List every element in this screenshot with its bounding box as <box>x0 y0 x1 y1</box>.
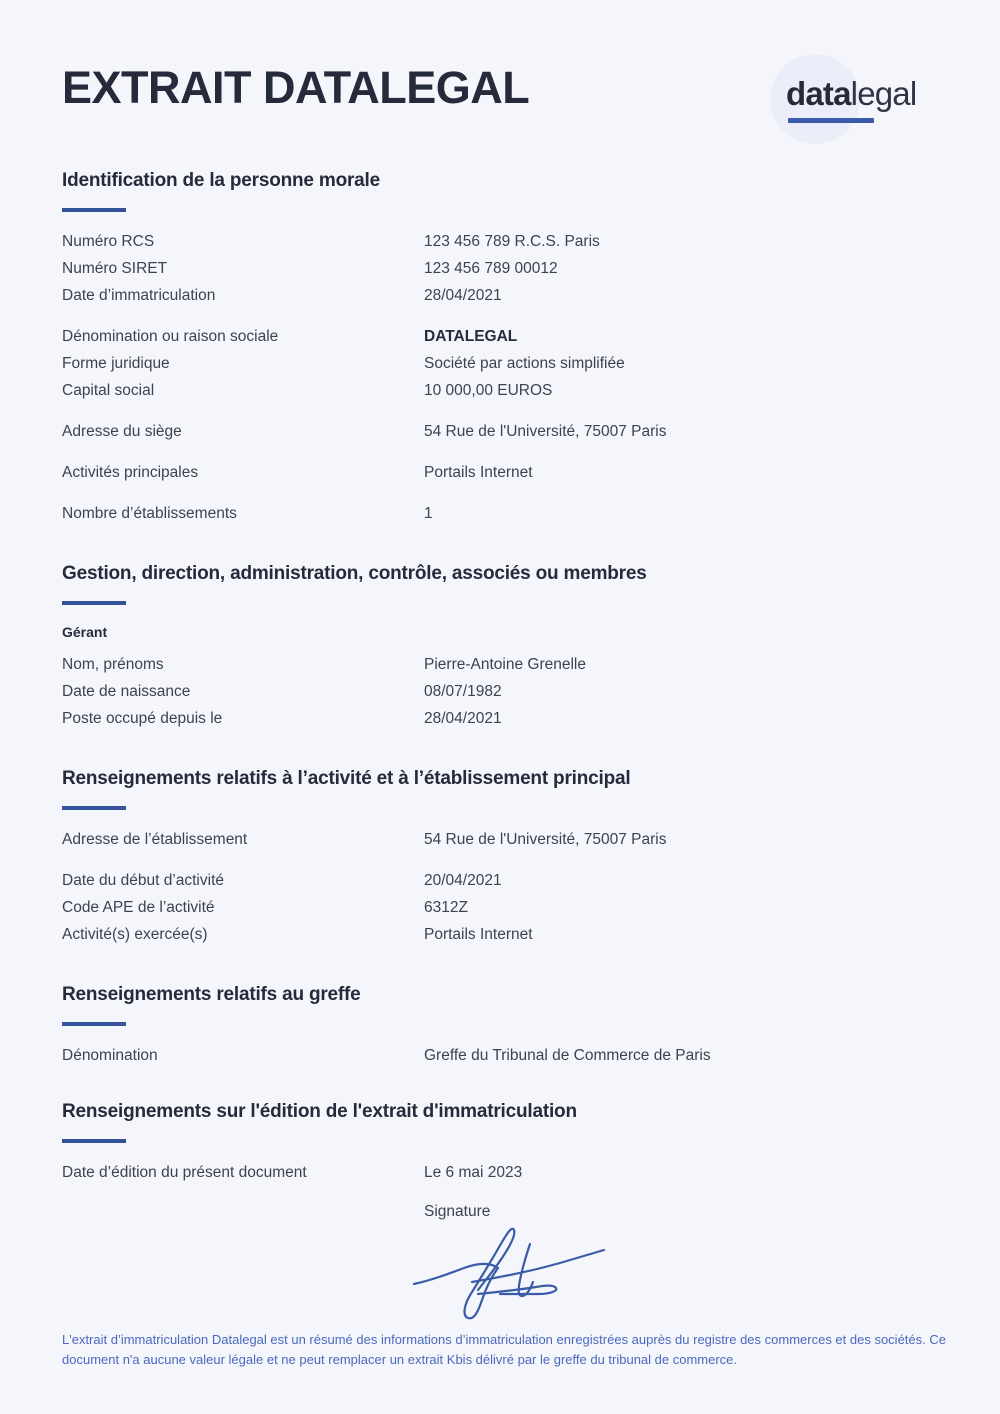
edition-rows <box>62 1159 938 1186</box>
activite-rows <box>62 826 938 948</box>
row-value: Greffe du Tribunal de Commerce de Paris <box>424 1047 711 1064</box>
table-row <box>62 651 938 678</box>
section-identification <box>62 168 938 527</box>
gestion-rows <box>62 651 938 732</box>
row-label: Activités principales <box>62 464 199 481</box>
section-gestion <box>62 561 938 732</box>
row-label: Code APE de l’activité <box>62 899 215 916</box>
table-row <box>62 894 938 921</box>
row-value: 28/04/2021 <box>424 287 502 304</box>
row-label: Numéro RCS <box>62 233 155 250</box>
subsection-title-gerant: Gérant <box>62 624 108 640</box>
row-value: Portails Internet <box>424 926 533 943</box>
section-divider <box>62 806 126 810</box>
row-label: Dénomination <box>62 1047 158 1064</box>
row-value: 54 Rue de l'Université, 75007 Paris <box>424 423 667 440</box>
table-row <box>62 1159 938 1186</box>
row-label: Dénomination ou raison sociale <box>62 328 279 345</box>
logo-wordmark-legal: legal <box>850 75 917 112</box>
table-row <box>62 350 938 377</box>
table-row <box>62 921 938 948</box>
table-row <box>62 1042 938 1069</box>
footer-disclaimer-text: L'extrait d’immatriculation Datalegal est un résumé des informations d’immatriculation enregistrées auprès du registre des commerces et des sociétés. Ce document n'a aucune valeur légale et ne peut remplacer un extrait Kbis délivré par le greffe du tribunal de commerce. <box>62 1332 946 1367</box>
section-activite <box>62 766 938 948</box>
section-title-greffe: Renseignements relatifs au greffe <box>62 984 361 1005</box>
page-title: EXTRAIT DATALEGAL <box>62 62 530 113</box>
row-value: 6312Z <box>424 899 468 916</box>
row-value: 54 Rue de l'Université, 75007 Paris <box>424 831 667 848</box>
row-value: 08/07/1982 <box>424 683 502 700</box>
row-label: Adresse du siège <box>62 423 182 440</box>
row-value: 10 000,00 EUROS <box>424 382 553 399</box>
table-row <box>62 867 938 894</box>
section-greffe <box>62 982 938 1069</box>
logo-wordmark-data: data <box>786 75 851 112</box>
section-title-edition: Renseignements sur l'édition de l'extrait d'immatriculation <box>62 1101 577 1122</box>
signature-mark <box>412 1218 632 1326</box>
row-label: Activité(s) exercée(s) <box>62 926 208 943</box>
row-value: Pierre-Antoine Grenelle <box>424 656 586 673</box>
signature-label: Signature <box>424 1203 491 1220</box>
row-value: 123 456 789 R.C.S. Paris <box>424 233 600 250</box>
datalegal-logo <box>758 52 938 144</box>
section-divider <box>62 1022 126 1026</box>
table-row <box>62 705 938 732</box>
document-footer <box>62 1330 950 1370</box>
row-label: Nombre d’établissements <box>62 505 237 522</box>
logo-wordmark <box>786 74 916 114</box>
section-title-activite: Renseignements relatifs à l’activité et à l’établissement principal <box>62 768 631 789</box>
row-label: Nom, prénoms <box>62 656 164 673</box>
section-divider <box>62 1139 126 1143</box>
section-edition <box>62 1099 938 1326</box>
row-label: Forme juridique <box>62 355 170 372</box>
row-value: Portails Internet <box>424 464 533 481</box>
row-value: 20/04/2021 <box>424 872 502 889</box>
row-label: Date du début d’activité <box>62 872 224 889</box>
section-title-gestion: Gestion, direction, administration, contrôle, associés ou membres <box>62 563 647 584</box>
table-row <box>62 500 938 527</box>
row-label: Date d’immatriculation <box>62 287 216 304</box>
row-value: Société par actions simplifiée <box>424 355 625 372</box>
row-label: Adresse de l’établissement <box>62 831 248 848</box>
row-label: Numéro SIRET <box>62 260 168 277</box>
row-value: Le 6 mai 2023 <box>424 1164 523 1181</box>
table-row <box>62 459 938 486</box>
table-row <box>62 255 938 282</box>
section-divider <box>62 601 126 605</box>
row-value: 28/04/2021 <box>424 710 502 727</box>
section-divider <box>62 208 126 212</box>
table-row <box>62 678 938 705</box>
row-label: Date de naissance <box>62 683 191 700</box>
table-row <box>62 282 938 309</box>
row-value: 123 456 789 00012 <box>424 260 558 277</box>
row-label: Capital social <box>62 382 155 399</box>
row-label: Date d’édition du présent document <box>62 1164 307 1181</box>
section-title-identification: Identification de la personne morale <box>62 170 380 191</box>
row-label: Poste occupé depuis le <box>62 710 223 727</box>
table-row <box>62 826 938 853</box>
greffe-rows <box>62 1042 938 1069</box>
document-header <box>62 0 938 150</box>
table-row <box>62 418 938 445</box>
signature-block <box>424 1200 754 1326</box>
row-value: 1 <box>424 505 433 522</box>
row-value: DATALEGAL <box>424 328 518 345</box>
identification-rows <box>62 228 938 527</box>
table-row <box>62 377 938 404</box>
logo-underline-accent <box>788 118 874 123</box>
table-row <box>62 228 938 255</box>
table-row <box>62 323 938 350</box>
